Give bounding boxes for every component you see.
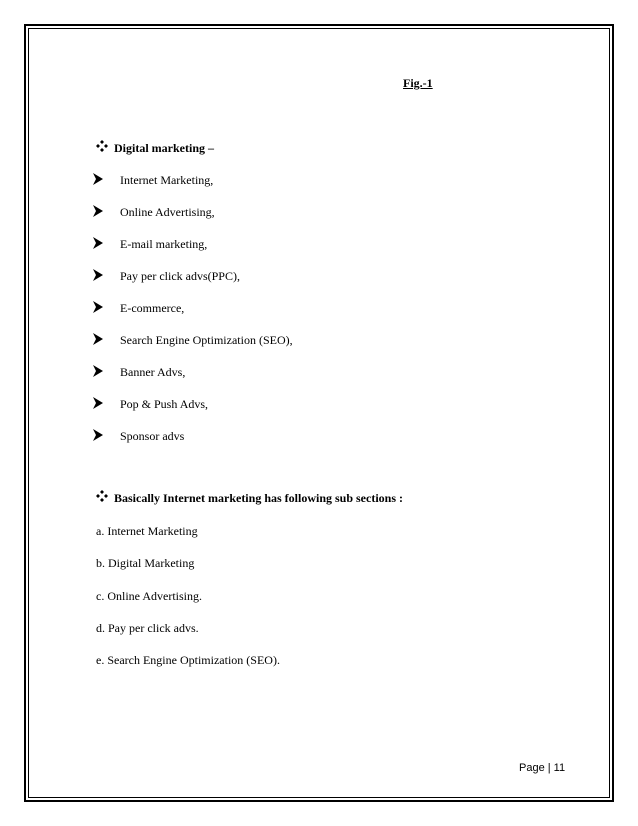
arrowhead-bullet-icon [93,205,103,217]
section-heading-digital-marketing [96,140,214,156]
list-item [93,205,393,219]
arrowhead-bullet-icon [93,429,103,441]
list-item-label: E-commerce, [120,301,185,315]
list-item-label: Online Advertising, [120,205,215,219]
list-item-label: Banner Advs, [120,365,186,379]
sub-section-item: c. Online Advertising. [96,589,202,603]
list-item [93,333,393,347]
sub-section-item: a. Internet Marketing [96,524,198,538]
four-diamond-bullet-icon [96,490,108,506]
arrowhead-bullet-icon [93,333,103,345]
list-item [93,397,393,411]
list-item-label: Sponsor advs [120,429,185,443]
figure-caption: Fig.-1 [403,76,433,90]
list-item-label: Pop & Push Advs, [120,397,209,411]
sub-section-item: d. Pay per click advs. [96,621,199,635]
sub-section-item: e. Search Engine Optimization (SEO). [96,653,280,667]
list-item [93,269,393,283]
list-item [93,237,393,251]
section-heading-text: Basically Internet marketing has following sub sections : [114,491,404,505]
arrowhead-bullet-icon [93,397,103,409]
list-item [93,173,393,187]
list-item [93,429,393,443]
page-number: Page | 11 [519,762,566,774]
arrowhead-bullet-icon [93,365,103,377]
arrowhead-bullet-icon [93,237,103,249]
list-item [93,365,393,379]
list-item-label: Internet Marketing, [120,173,214,187]
sub-section-item: b. Digital Marketing [96,556,195,570]
arrowhead-bullet-icon [93,173,103,185]
section-heading-sub-sections [96,490,403,506]
list-item [93,301,393,315]
section-heading-text: Digital marketing – [114,141,214,155]
list-item-label: Search Engine Optimization (SEO), [120,333,293,347]
four-diamond-bullet-icon [96,140,108,156]
arrowhead-bullet-icon [93,269,103,281]
list-item-label: Pay per click advs(PPC), [120,269,240,283]
arrowhead-bullet-icon [93,301,103,313]
list-item-label: E-mail marketing, [120,237,208,251]
